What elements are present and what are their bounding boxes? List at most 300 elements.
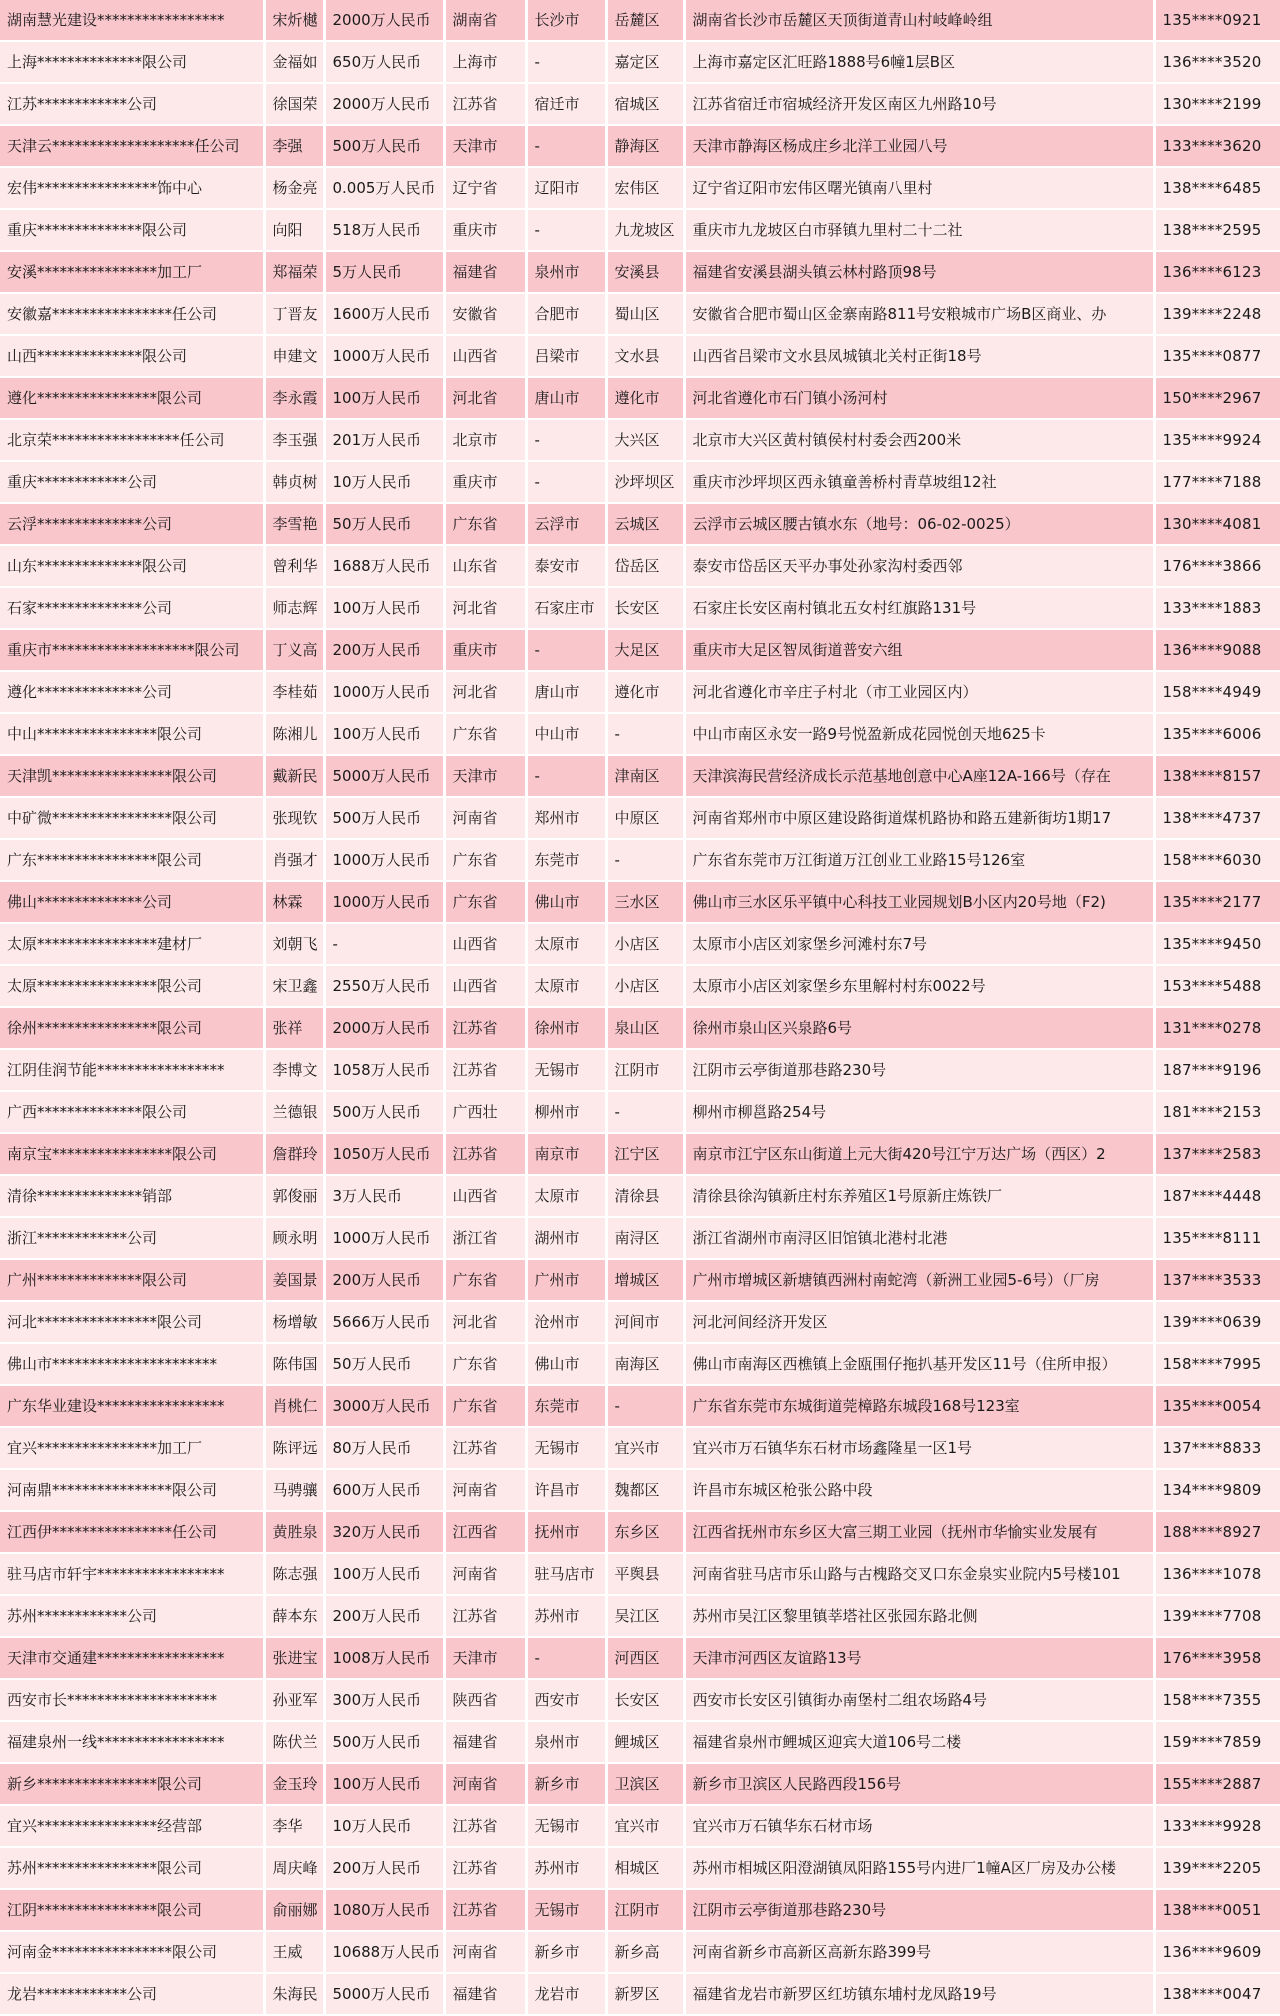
province-cell: 江西省 [444, 1511, 526, 1553]
district-cell: 宏伟区 [606, 167, 684, 209]
legal-representative-cell: 李玉强 [264, 419, 324, 461]
company-name-cell: 广东****************限公司 [0, 839, 264, 881]
legal-representative-cell: 张祥 [264, 1007, 324, 1049]
phone-cell: 153****5488 [1154, 965, 1280, 1007]
phone-cell: 187****4448 [1154, 1175, 1280, 1217]
province-cell: 广东省 [444, 1343, 526, 1385]
phone-cell: 138****0051 [1154, 1889, 1280, 1931]
company-name-cell: 佛山**************公司 [0, 881, 264, 923]
phone-cell: 138****8157 [1154, 755, 1280, 797]
legal-representative-cell: 丁晋友 [264, 293, 324, 335]
phone-cell: 131****0278 [1154, 1007, 1280, 1049]
phone-cell: 176****3958 [1154, 1637, 1280, 1679]
province-cell: 河北省 [444, 671, 526, 713]
district-cell: 东乡区 [606, 1511, 684, 1553]
address-cell: 广东省东莞市万江街道万江创业工业路15号126室 [684, 839, 1154, 881]
company-name-cell: 清徐**************销部 [0, 1175, 264, 1217]
phone-cell: 181****2153 [1154, 1091, 1280, 1133]
table-row [0, 1889, 1280, 1931]
table-row [0, 0, 1280, 41]
registered-capital-cell: 201万人民币 [324, 419, 444, 461]
registered-capital-cell: 10688万人民币 [324, 1931, 444, 1973]
company-name-cell: 云浮**************公司 [0, 503, 264, 545]
phone-cell: 138****6485 [1154, 167, 1280, 209]
table-row [0, 1007, 1280, 1049]
legal-representative-cell: 师志辉 [264, 587, 324, 629]
table-row [0, 1385, 1280, 1427]
address-cell: 天津市静海区杨成庄乡北洋工业园八号 [684, 125, 1154, 167]
phone-cell: 135****0054 [1154, 1385, 1280, 1427]
table-row [0, 377, 1280, 419]
phone-cell: 135****0877 [1154, 335, 1280, 377]
phone-cell: 159****7859 [1154, 1721, 1280, 1763]
province-cell: 广东省 [444, 881, 526, 923]
phone-cell: 135****2177 [1154, 881, 1280, 923]
company-name-cell: 遵化****************限公司 [0, 377, 264, 419]
province-cell: 北京市 [444, 419, 526, 461]
phone-cell: 133****3620 [1154, 125, 1280, 167]
table-row [0, 755, 1280, 797]
legal-representative-cell: 杨增敏 [264, 1301, 324, 1343]
address-cell: 天津市河西区友谊路13号 [684, 1637, 1154, 1679]
province-cell: 重庆市 [444, 629, 526, 671]
table-row [0, 1763, 1280, 1805]
phone-cell: 150****2967 [1154, 377, 1280, 419]
phone-cell: 158****4949 [1154, 671, 1280, 713]
province-cell: 河北省 [444, 1301, 526, 1343]
registered-capital-cell: 500万人民币 [324, 125, 444, 167]
legal-representative-cell: 李桂茹 [264, 671, 324, 713]
address-cell: 佛山市南海区西樵镇上金瓯围仔拖扒基开发区11号（住所申报） [684, 1343, 1154, 1385]
legal-representative-cell: 孙亚军 [264, 1679, 324, 1721]
district-cell: 江阴市 [606, 1889, 684, 1931]
phone-cell: 130****2199 [1154, 83, 1280, 125]
district-cell: 江宁区 [606, 1133, 684, 1175]
table-row [0, 1847, 1280, 1889]
address-cell: 太原市小店区刘家堡乡河滩村东7号 [684, 923, 1154, 965]
table-row [0, 293, 1280, 335]
city-cell: 柳州市 [526, 1091, 606, 1133]
province-cell: 江苏省 [444, 1847, 526, 1889]
registered-capital-cell: 600万人民币 [324, 1469, 444, 1511]
table-row [0, 503, 1280, 545]
registered-capital-cell: 2000万人民币 [324, 0, 444, 41]
province-cell: 江苏省 [444, 1049, 526, 1091]
address-cell: 安徽省合肥市蜀山区金寨南路811号安粮城市广场B区商业、办 [684, 293, 1154, 335]
district-cell: - [606, 839, 684, 881]
company-name-cell: 苏州************公司 [0, 1595, 264, 1637]
address-cell: 石家庄长安区南村镇北五女村红旗路131号 [684, 587, 1154, 629]
phone-cell: 136****3520 [1154, 41, 1280, 83]
province-cell: 广西壮 [444, 1091, 526, 1133]
address-cell: 重庆市沙坪坝区西永镇童善桥村青草坡组12社 [684, 461, 1154, 503]
company-name-cell: 太原****************限公司 [0, 965, 264, 1007]
province-cell: 广东省 [444, 1259, 526, 1301]
address-cell: 福建省龙岩市新罗区红坊镇东埔村龙凤路19号 [684, 1973, 1154, 2015]
province-cell: 山西省 [444, 965, 526, 1007]
company-name-cell: 福建泉州一线***************** [0, 1721, 264, 1763]
province-cell: 福建省 [444, 251, 526, 293]
district-cell: 新乡高 [606, 1931, 684, 1973]
city-cell: - [526, 41, 606, 83]
legal-representative-cell: 李华 [264, 1805, 324, 1847]
registered-capital-cell: 100万人民币 [324, 1763, 444, 1805]
company-name-cell: 江阴****************限公司 [0, 1889, 264, 1931]
legal-representative-cell: 顾永明 [264, 1217, 324, 1259]
legal-representative-cell: 申建文 [264, 335, 324, 377]
registered-capital-cell: 5000万人民币 [324, 1973, 444, 2015]
legal-representative-cell: 陈湘儿 [264, 713, 324, 755]
province-cell: 山西省 [444, 335, 526, 377]
company-name-cell: 佛山市********************** [0, 1343, 264, 1385]
registered-capital-cell: 3000万人民币 [324, 1385, 444, 1427]
city-cell: 泰安市 [526, 545, 606, 587]
district-cell: 魏都区 [606, 1469, 684, 1511]
table-row [0, 335, 1280, 377]
district-cell: - [606, 1091, 684, 1133]
address-cell: 河北省遵化市辛庄子村北（市工业园区内） [684, 671, 1154, 713]
company-name-cell: 重庆市*******************限公司 [0, 629, 264, 671]
district-cell: 云城区 [606, 503, 684, 545]
table-row [0, 587, 1280, 629]
phone-cell: 136****6123 [1154, 251, 1280, 293]
address-cell: 苏州市相城区阳澄湖镇凤阳路155号内进厂1幢A区厂房及办公楼 [684, 1847, 1154, 1889]
province-cell: 河南省 [444, 1931, 526, 1973]
address-cell: 江苏省宿迁市宿城经济开发区南区九州路10号 [684, 83, 1154, 125]
phone-cell: 138****2595 [1154, 209, 1280, 251]
district-cell: 长安区 [606, 587, 684, 629]
district-cell: 平舆县 [606, 1553, 684, 1595]
legal-representative-cell: 林霖 [264, 881, 324, 923]
legal-representative-cell: 陈评远 [264, 1427, 324, 1469]
address-cell: 宜兴市万石镇华东石材市场鑫隆星一区1号 [684, 1427, 1154, 1469]
registered-capital-cell: 100万人民币 [324, 587, 444, 629]
district-cell: 岳麓区 [606, 0, 684, 41]
district-cell: 泉山区 [606, 1007, 684, 1049]
legal-representative-cell: 陈志强 [264, 1553, 324, 1595]
table-row [0, 965, 1280, 1007]
registered-capital-cell: 3万人民币 [324, 1175, 444, 1217]
table-row [0, 209, 1280, 251]
city-cell: 太原市 [526, 1175, 606, 1217]
district-cell: 宜兴市 [606, 1805, 684, 1847]
city-cell: 西安市 [526, 1679, 606, 1721]
address-cell: 清徐县徐沟镇新庄村东养殖区1号原新庄炼铁厂 [684, 1175, 1154, 1217]
company-name-cell: 广东华业建设***************** [0, 1385, 264, 1427]
registered-capital-cell: 50万人民币 [324, 503, 444, 545]
legal-representative-cell: 姜国景 [264, 1259, 324, 1301]
city-cell: 许昌市 [526, 1469, 606, 1511]
address-cell: 浙江省湖州市南浔区旧馆镇北港村北港 [684, 1217, 1154, 1259]
table-row [0, 797, 1280, 839]
city-cell: - [526, 419, 606, 461]
district-cell: 清徐县 [606, 1175, 684, 1217]
phone-cell: 135****9924 [1154, 419, 1280, 461]
company-name-cell: 重庆**************限公司 [0, 209, 264, 251]
legal-representative-cell: 陈伟国 [264, 1343, 324, 1385]
registered-capital-cell: 1008万人民币 [324, 1637, 444, 1679]
legal-representative-cell: 戴新民 [264, 755, 324, 797]
company-name-cell: 中矿微****************限公司 [0, 797, 264, 839]
legal-representative-cell: 李永霞 [264, 377, 324, 419]
company-name-cell: 广西**************限公司 [0, 1091, 264, 1133]
legal-representative-cell: 金玉玲 [264, 1763, 324, 1805]
legal-representative-cell: 张现钦 [264, 797, 324, 839]
address-cell: 北京市大兴区黄村镇侯村村委会西200米 [684, 419, 1154, 461]
company-name-cell: 上海**************限公司 [0, 41, 264, 83]
registered-capital-cell: 500万人民币 [324, 1091, 444, 1133]
city-cell: - [526, 209, 606, 251]
address-cell: 江阴市云亭街道那巷路230号 [684, 1889, 1154, 1931]
district-cell: 蜀山区 [606, 293, 684, 335]
address-cell: 天津滨海民营经济成长示范基地创意中心A座12A-166号（存在 [684, 755, 1154, 797]
registered-capital-cell: 1600万人民币 [324, 293, 444, 335]
legal-representative-cell: 李博文 [264, 1049, 324, 1091]
city-cell: 泉州市 [526, 1721, 606, 1763]
company-name-cell: 遵化**************公司 [0, 671, 264, 713]
province-cell: 广东省 [444, 503, 526, 545]
company-name-cell: 龙岩************公司 [0, 1973, 264, 2015]
city-cell: 无锡市 [526, 1805, 606, 1847]
province-cell: 广东省 [444, 713, 526, 755]
province-cell: 河北省 [444, 377, 526, 419]
company-name-cell: 北京荣*****************任公司 [0, 419, 264, 461]
district-cell: 新罗区 [606, 1973, 684, 2015]
phone-cell: 135****0921 [1154, 0, 1280, 41]
province-cell: 浙江省 [444, 1217, 526, 1259]
registered-capital-cell: 100万人民币 [324, 377, 444, 419]
city-cell: 新乡市 [526, 1763, 606, 1805]
phone-cell: 158****7355 [1154, 1679, 1280, 1721]
city-cell: 太原市 [526, 965, 606, 1007]
address-cell: 重庆市九龙坡区白市驿镇九里村二十二社 [684, 209, 1154, 251]
district-cell: 小店区 [606, 965, 684, 1007]
legal-representative-cell: 郭俊丽 [264, 1175, 324, 1217]
company-name-cell: 徐州****************限公司 [0, 1007, 264, 1049]
legal-representative-cell: 兰德银 [264, 1091, 324, 1133]
table-row [0, 629, 1280, 671]
province-cell: 天津市 [444, 755, 526, 797]
phone-cell: 134****9809 [1154, 1469, 1280, 1511]
table-row [0, 1721, 1280, 1763]
table-row [0, 1553, 1280, 1595]
phone-cell: 135****8111 [1154, 1217, 1280, 1259]
city-cell: 抚州市 [526, 1511, 606, 1553]
address-cell: 上海市嘉定区汇旺路1888号6幢1层B区 [684, 41, 1154, 83]
legal-representative-cell: 肖强才 [264, 839, 324, 881]
address-cell: 河北省遵化市石门镇小汤河村 [684, 377, 1154, 419]
address-cell: 泰安市岱岳区天平办事处孙家沟村委西邻 [684, 545, 1154, 587]
address-cell: 柳州市柳邕路254号 [684, 1091, 1154, 1133]
province-cell: 江苏省 [444, 1889, 526, 1931]
city-cell: 合肥市 [526, 293, 606, 335]
city-cell: 广州市 [526, 1259, 606, 1301]
district-cell: 嘉定区 [606, 41, 684, 83]
phone-cell: 137****2583 [1154, 1133, 1280, 1175]
city-cell: 无锡市 [526, 1889, 606, 1931]
legal-representative-cell: 徐国荣 [264, 83, 324, 125]
address-cell: 福建省泉州市鲤城区迎宾大道106号二楼 [684, 1721, 1154, 1763]
table-row [0, 1259, 1280, 1301]
registered-capital-cell: 200万人民币 [324, 1595, 444, 1637]
company-name-cell: 天津云*******************任公司 [0, 125, 264, 167]
registered-capital-cell: 650万人民币 [324, 41, 444, 83]
registered-capital-cell: 1080万人民币 [324, 1889, 444, 1931]
province-cell: 福建省 [444, 1721, 526, 1763]
company-name-cell: 山西**************限公司 [0, 335, 264, 377]
city-cell: 湖州市 [526, 1217, 606, 1259]
city-cell: 中山市 [526, 713, 606, 755]
company-name-cell: 南京宝****************限公司 [0, 1133, 264, 1175]
table-row [0, 167, 1280, 209]
district-cell: 增城区 [606, 1259, 684, 1301]
registered-capital-cell: 2550万人民币 [324, 965, 444, 1007]
city-cell: 驻马店市 [526, 1553, 606, 1595]
district-cell: 九龙坡区 [606, 209, 684, 251]
registered-capital-cell: 5万人民币 [324, 251, 444, 293]
city-cell: 唐山市 [526, 671, 606, 713]
legal-representative-cell: 张进宝 [264, 1637, 324, 1679]
city-cell: 唐山市 [526, 377, 606, 419]
district-cell: 岱岳区 [606, 545, 684, 587]
address-cell: 山西省吕梁市文水县凤城镇北关村正街18号 [684, 335, 1154, 377]
city-cell: 沧州市 [526, 1301, 606, 1343]
registered-capital-cell: 1058万人民币 [324, 1049, 444, 1091]
district-cell: 大兴区 [606, 419, 684, 461]
province-cell: 江苏省 [444, 1427, 526, 1469]
company-name-cell: 西安市长******************** [0, 1679, 264, 1721]
legal-representative-cell: 曾利华 [264, 545, 324, 587]
registered-capital-cell: 2000万人民币 [324, 1007, 444, 1049]
legal-representative-cell: 黄胜泉 [264, 1511, 324, 1553]
registered-capital-cell: 50万人民币 [324, 1343, 444, 1385]
address-cell: 徐州市泉山区兴泉路6号 [684, 1007, 1154, 1049]
district-cell: 卫滨区 [606, 1763, 684, 1805]
registered-capital-cell: 500万人民币 [324, 1721, 444, 1763]
city-cell: 无锡市 [526, 1049, 606, 1091]
legal-representative-cell: 宋炘樾 [264, 0, 324, 41]
company-name-cell: 江苏************公司 [0, 83, 264, 125]
legal-representative-cell: 刘朝飞 [264, 923, 324, 965]
table-row [0, 41, 1280, 83]
table-row [0, 881, 1280, 923]
company-name-cell: 天津市交通建***************** [0, 1637, 264, 1679]
phone-cell: 137****8833 [1154, 1427, 1280, 1469]
company-name-cell: 浙江************公司 [0, 1217, 264, 1259]
province-cell: 广东省 [444, 839, 526, 881]
company-name-cell: 河北****************限公司 [0, 1301, 264, 1343]
phone-cell: 130****4081 [1154, 503, 1280, 545]
address-cell: 新乡市卫滨区人民路西段156号 [684, 1763, 1154, 1805]
phone-cell: 135****6006 [1154, 713, 1280, 755]
company-name-cell: 石家**************公司 [0, 587, 264, 629]
city-cell: 吕梁市 [526, 335, 606, 377]
phone-cell: 155****2887 [1154, 1763, 1280, 1805]
table-row [0, 1427, 1280, 1469]
phone-cell: 177****7188 [1154, 461, 1280, 503]
city-cell: 佛山市 [526, 881, 606, 923]
district-cell: 三水区 [606, 881, 684, 923]
city-cell: 徐州市 [526, 1007, 606, 1049]
city-cell: - [526, 1637, 606, 1679]
company-name-cell: 安溪****************加工厂 [0, 251, 264, 293]
address-cell: 河南省郑州市中原区建设路街道煤机路协和路五建新街坊1期17 [684, 797, 1154, 839]
province-cell: 安徽省 [444, 293, 526, 335]
table-row [0, 1805, 1280, 1847]
city-cell: 云浮市 [526, 503, 606, 545]
province-cell: 江苏省 [444, 83, 526, 125]
legal-representative-cell: 向阳 [264, 209, 324, 251]
city-cell: 郑州市 [526, 797, 606, 839]
province-cell: 山西省 [444, 1175, 526, 1217]
registered-capital-cell: 500万人民币 [324, 797, 444, 839]
district-cell: 小店区 [606, 923, 684, 965]
legal-representative-cell: 王威 [264, 1931, 324, 1973]
province-cell: 山西省 [444, 923, 526, 965]
company-name-cell: 江阴佳润节能***************** [0, 1049, 264, 1091]
address-cell: 佛山市三水区乐平镇中心科技工业园规划B小区内20号地（F2) [684, 881, 1154, 923]
table-row [0, 1175, 1280, 1217]
district-cell: - [606, 713, 684, 755]
company-name-cell: 新乡****************限公司 [0, 1763, 264, 1805]
district-cell: 文水县 [606, 335, 684, 377]
phone-cell: 137****3533 [1154, 1259, 1280, 1301]
city-cell: 苏州市 [526, 1847, 606, 1889]
table-row [0, 1679, 1280, 1721]
table-row [0, 251, 1280, 293]
company-name-cell: 宜兴****************加工厂 [0, 1427, 264, 1469]
company-name-cell: 江西伊****************任公司 [0, 1511, 264, 1553]
province-cell: 重庆市 [444, 461, 526, 503]
province-cell: 江苏省 [444, 1007, 526, 1049]
district-cell: - [606, 1385, 684, 1427]
registered-capital-cell: 80万人民币 [324, 1427, 444, 1469]
address-cell: 河南省新乡市高新区高新东路399号 [684, 1931, 1154, 1973]
phone-cell: 158****6030 [1154, 839, 1280, 881]
registered-capital-cell: 1050万人民币 [324, 1133, 444, 1175]
address-cell: 太原市小店区刘家堡乡东里解村村东0022号 [684, 965, 1154, 1007]
table-row [0, 1931, 1280, 1973]
phone-cell: 133****1883 [1154, 587, 1280, 629]
district-cell: 江阴市 [606, 1049, 684, 1091]
address-cell: 许昌市东城区枪张公路中段 [684, 1469, 1154, 1511]
address-cell: 广东省东莞市东城街道莞樟路东城段168号123室 [684, 1385, 1154, 1427]
phone-cell: 136****9088 [1154, 629, 1280, 671]
table-row [0, 419, 1280, 461]
phone-cell: 138****4737 [1154, 797, 1280, 839]
city-cell: - [526, 125, 606, 167]
city-cell: 新乡市 [526, 1931, 606, 1973]
registered-capital-cell: - [324, 923, 444, 965]
table-row [0, 923, 1280, 965]
table-row [0, 1217, 1280, 1259]
table-row [0, 1091, 1280, 1133]
company-name-cell: 山东**************限公司 [0, 545, 264, 587]
registered-capital-cell: 100万人民币 [324, 1553, 444, 1595]
company-name-cell: 河南金****************限公司 [0, 1931, 264, 1973]
province-cell: 天津市 [444, 125, 526, 167]
address-cell: 江阴市云亭街道那巷路230号 [684, 1049, 1154, 1091]
phone-cell: 136****9609 [1154, 1931, 1280, 1973]
phone-cell: 139****2248 [1154, 293, 1280, 335]
district-cell: 宿城区 [606, 83, 684, 125]
city-cell: 佛山市 [526, 1343, 606, 1385]
address-cell: 湖南省长沙市岳麓区天顶街道青山村岐峰岭组 [684, 0, 1154, 41]
address-cell: 河北河间经济开发区 [684, 1301, 1154, 1343]
company-name-cell: 河南鼎****************限公司 [0, 1469, 264, 1511]
province-cell: 河北省 [444, 587, 526, 629]
address-cell: 福建省安溪县湖头镇云林村路顶98号 [684, 251, 1154, 293]
